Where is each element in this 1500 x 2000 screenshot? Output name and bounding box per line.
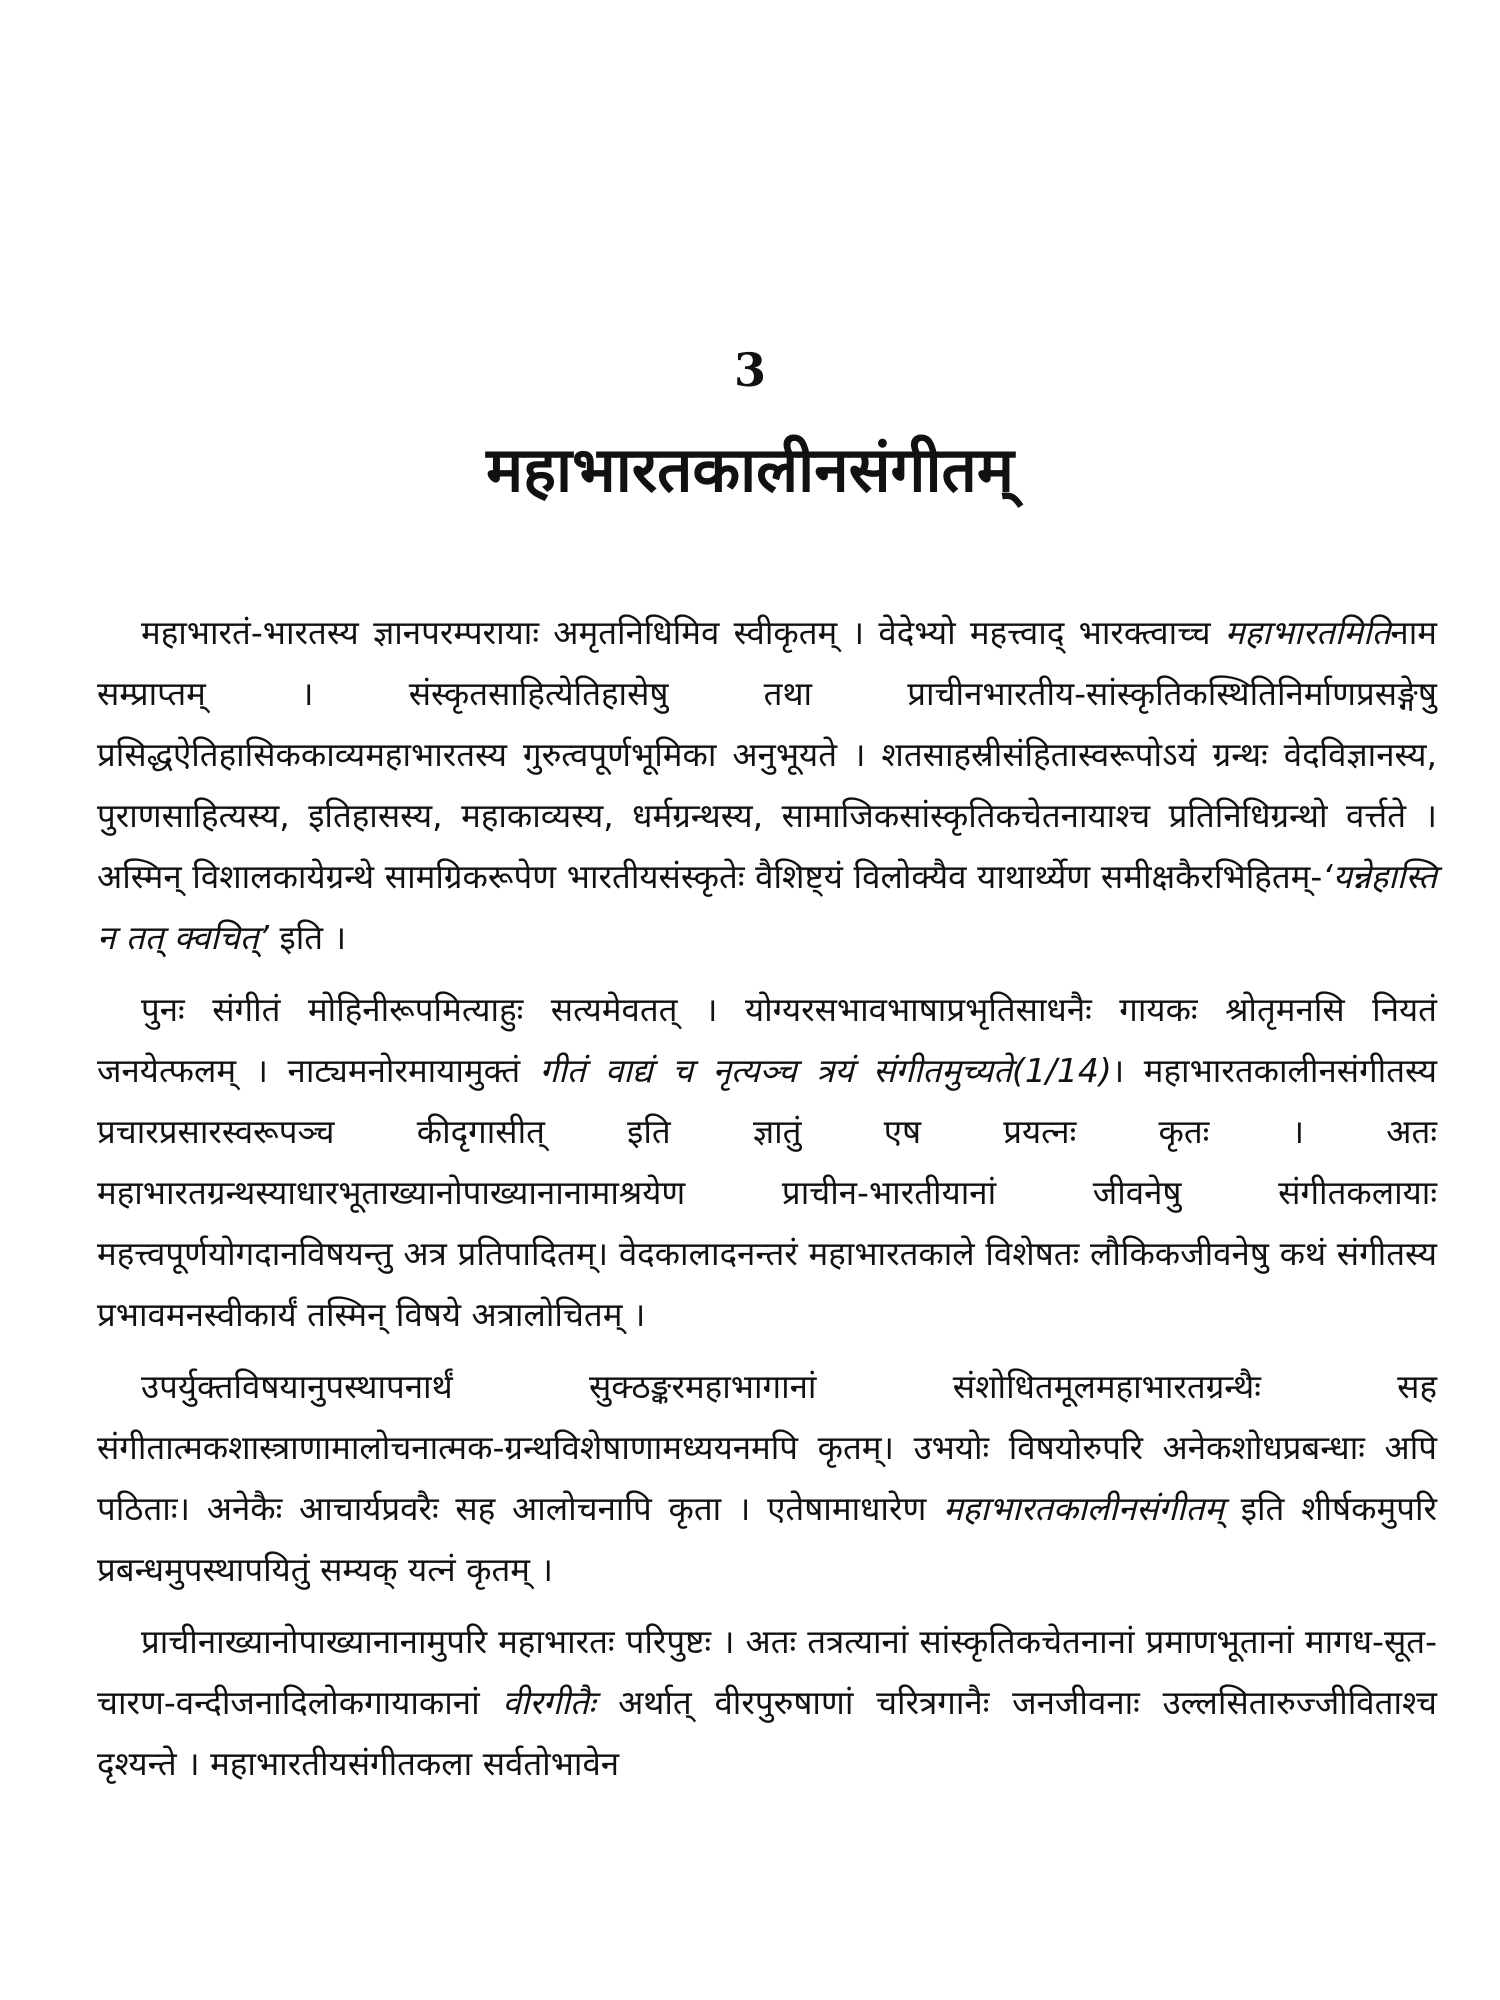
paragraph-text: नाम सम्प्राप्तम् । संस्कृतसाहित्येतिहासेषु तथा प्राचीनभारतीय-सांस्कृतिकस्थितिनिर्माणप्रसङ्गेषु प्रसिद्धऐतिहासिककाव्यमहाभारतस्य गुरुत्वपूर्णभूमिका अनुभूयते । शतसाहस्रीसंहितास्वरूपोऽयं ग्रन्थः वेदविज्ञानस्य, पुराणसाहित्यस्य, इतिहासस्य, महाकाव्यस्य, धर्मग्रन्थस्य, सामाजिकसांस्कृतिकचेतनायाश्च प्रतिनिधिग्रन्थो वर्त्तते । अस्मिन् विशालकायेग्रन्थे सामग्रिकरूपेण भारतीयसंस्कृतेः वैशिष्ट्यं विलोक्यैव याथार्थ्येण समीक्षकैरभिहितम्- [97, 613, 1437, 896]
italic-term: वीरगीतैः [502, 1683, 596, 1722]
paragraph-text: इति शीर्षकमुपरि प्रबन्धमुपस्थापयितुं सम्यक् यत्नं कृतम् । [97, 1489, 1437, 1589]
paragraph-text: उपर्युक्तविषयानुपस्थापनार्थं सुक्ठङ्करमहाभागानां संशोधितमूलमहाभारतग्रन्थैः सह संगीतात्मकशास्त्राणामालोचनात्मक-ग्रन्थविशेषाणामध्ययनमपि कृतम्। उभयोः विषयोरुपरि अनेकशोधप्रबन्धाः अपि पठिताः। अनेकैः आचार्यप्रवरैः सह आलोचनापि कृता । एतेषामाधारेण [97, 1367, 1437, 1528]
body-text [97, 602, 1437, 1794]
paragraph-text: पुनः संगीतं मोहिनीरूपमित्याहुः सत्यमेवतत् । योग्यरसभावभाषाप्रभृतिसाधनैः गायकः श्रोतृमनसि नियतं जनयेत्फलम् । नाट्यमनोरमायामुक्तं [97, 990, 1437, 1090]
paragraph-text: प्राचीनाख्यानोपाख्यानानामुपरि महाभारतः परिपुष्टः । अतः तत्रत्यानां सांस्कृतिकचेतनानां प्रमाणभूतानां मागध-सूत-चारण-वन्दीजनादिलोकगायाकानां [97, 1622, 1437, 1722]
paragraph-4 [97, 1611, 1437, 1794]
paragraph-text: इति । [269, 918, 347, 957]
paragraph-2 [97, 979, 1437, 1345]
paragraph-text: अर्थात् वीरपुरुषाणां चरित्रगानैः जनजीवनाः उल्लसितारुज्जीविताश्च दृश्यन्ते । महाभारतीयसंगीतकला सर्वतोभावेन [97, 1683, 1437, 1783]
italic-quote: गीतं वाद्यं च नृत्यञ्च त्रयं संगीतमुच्यते(1/14) [539, 1051, 1112, 1090]
italic-term: महाभारतकालीनसंगीतम् [943, 1489, 1225, 1528]
paragraph-text: महाभारतं-भारतस्य ज्ञानपरम्परायाः अमृतनिधिमिव स्वीकृतम् । वेदेभ्यो महत्त्वाद् भारक्त्वाच्च [141, 613, 1225, 652]
italic-quote: ‘यन्नेहास्ति न तत् क्वचित्’ [97, 857, 1437, 957]
italic-term: महाभारतमिति [1224, 613, 1391, 652]
paragraph-1 [97, 602, 1437, 968]
paragraph-3 [97, 1356, 1437, 1600]
chapter-number: 3 [733, 343, 766, 397]
chapter-title: महाभारतकालीनसंगीतम् [486, 433, 1014, 506]
paragraph-text: । महाभारतकालीनसंगीतस्य प्रचारप्रसारस्वरूपञ्च कीदृगासीत् इति ज्ञातुं एष प्रयत्नः कृतः । अतः महाभारतग्रन्थस्याधारभूताख्यानोपाख्यानानामाश्रयेण प्राचीन-भारतीयानां जीवनेषु संगीतकलायाः महत्त्वपूर्णयोगदानविषयन्तु अत्र प्रतिपादितम्। वेदकालादनन्तरं महाभारतकाले विशेषतः लौकिकजीवनेषु कथं संगीतस्य प्रभावमनस्वीकार्यं तस्मिन् विषये अत्रालोचितम् । [97, 1051, 1437, 1334]
